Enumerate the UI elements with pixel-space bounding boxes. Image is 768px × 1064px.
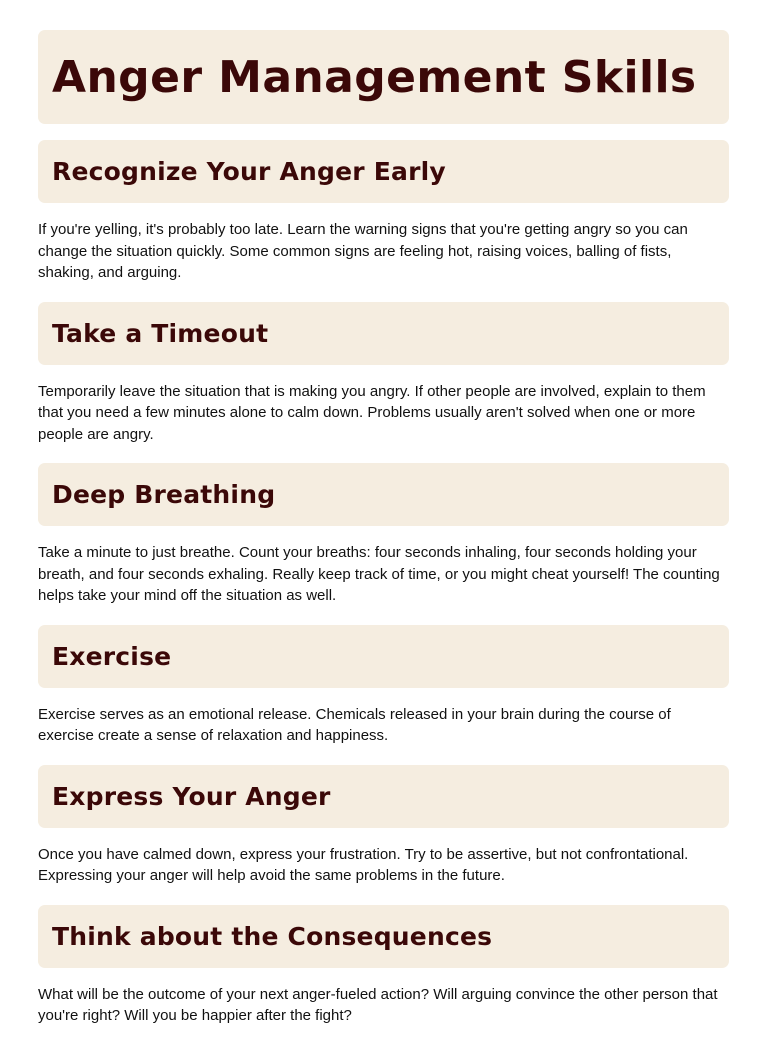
section-heading: Deep Breathing	[52, 480, 276, 509]
section-heading: Think about the Consequences	[52, 921, 493, 951]
section-heading: Exercise	[52, 641, 172, 671]
section-body: If you're yelling, it's probably too late. Learn the warning signs that you're getting angry so you can change the situation quickly. Some common signs are feeling hot, raising voices, balling of fists, shaking, and arguing.	[38, 221, 688, 281]
section-heading-box	[38, 302, 729, 365]
section-take-timeout	[38, 302, 729, 446]
section-heading: Recognize Your Anger Early	[52, 157, 446, 186]
section-heading-box	[38, 765, 729, 828]
section-body: Exercise serves as an emotional release. Chemicals released in your brain during the course of exercise create a sense of relaxation and happiness.	[38, 705, 671, 744]
section-body: Temporarily leave the situation that is making you angry. If other people are involved, explain to them that you need a few minutes alone to calm down. Problems usually aren't solved when one or more people are angry.	[38, 382, 706, 443]
section-body: Take a minute to just breathe. Count your breaths: four seconds inhaling, four seconds holding your breath, and four seconds exhaling. Really keep track of time, or you might cheat yourself! The counting helps take your mind off the situation as well.	[38, 544, 720, 604]
section-consequences	[38, 905, 729, 1027]
section-heading-box	[38, 140, 729, 203]
section-body: Once you have calmed down, express your frustration. Try to be assertive, but not confrontational. Expressing your anger will help avoid the same problems in the future.	[38, 845, 689, 884]
section-recognize-anger	[38, 140, 729, 284]
section-heading: Express Your Anger	[52, 781, 331, 811]
page-title: Anger Management Skills	[52, 51, 697, 103]
section-heading-box	[38, 463, 729, 526]
title-banner	[38, 30, 729, 124]
section-exercise	[38, 625, 729, 747]
section-express-anger	[38, 765, 729, 887]
section-body: What will be the outcome of your next anger-fueled action? Will arguing convince the other person that you're right? Will you be happier after the fight?	[38, 985, 718, 1024]
document-content	[38, 30, 729, 1027]
section-heading-box	[38, 625, 729, 688]
section-heading-box	[38, 905, 729, 968]
section-heading: Take a Timeout	[52, 318, 269, 348]
section-deep-breathing	[38, 463, 729, 607]
